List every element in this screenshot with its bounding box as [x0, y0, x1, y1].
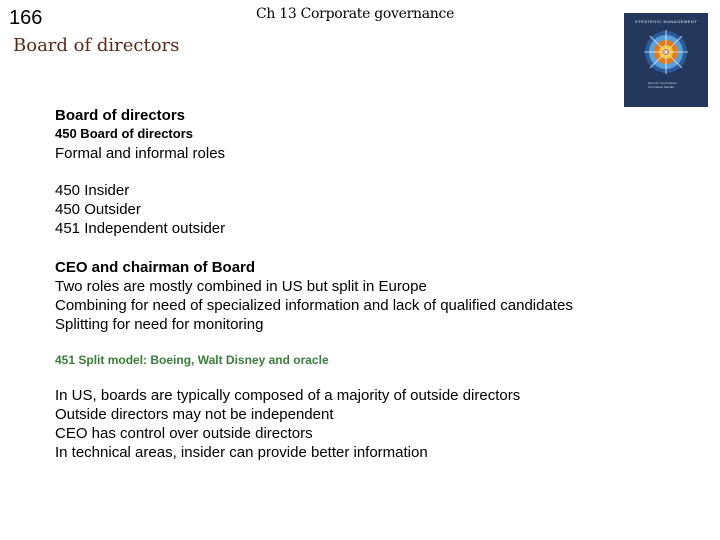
- text-line: In US, boards are typically composed of a majority of outside directors: [55, 387, 521, 404]
- text-line: CEO has control over outside directors: [55, 425, 313, 442]
- section-heading: Board of directors: [55, 107, 186, 124]
- text-line: Formal and informal roles: [55, 145, 226, 162]
- text-line: 450 Outsider: [55, 201, 141, 218]
- section-heading: CEO and chairman of Board: [55, 259, 256, 276]
- section-board-roles: [55, 107, 675, 163]
- split-model-note: 451 Split model: Boeing, Walt Disney and oracle: [55, 353, 329, 367]
- text-line: Combining for need of specialized information and lack of qualified candidates: [55, 297, 573, 314]
- slide-title: Board of directors: [13, 35, 180, 56]
- page-number: 166: [9, 7, 43, 29]
- text-line: Two roles are mostly combined in US but split in Europe: [55, 278, 427, 295]
- section-subheading: 450 Board of directors: [55, 126, 193, 141]
- section-outside-directors: [55, 386, 675, 462]
- cover-title: STRATEGIC MANAGEMENT: [634, 19, 698, 24]
- text-line: Splitting for need for monitoring: [55, 316, 264, 333]
- chapter-label: Ch 13 Corporate governance: [256, 6, 455, 22]
- mandala-icon: [643, 29, 689, 75]
- text-line: In technical areas, insider can provide better information: [55, 444, 428, 461]
- text-line: 451 Independent outsider: [55, 220, 226, 237]
- cover-authors: Kevin R. Cunningham Tom Daniel Sandler: [648, 81, 678, 89]
- text-line: 450 Insider: [55, 182, 130, 199]
- book-cover-image: [624, 13, 708, 107]
- section-director-types: [55, 181, 675, 238]
- section-ceo-chairman: [55, 258, 675, 334]
- text-line: Outside directors may not be independent: [55, 406, 334, 423]
